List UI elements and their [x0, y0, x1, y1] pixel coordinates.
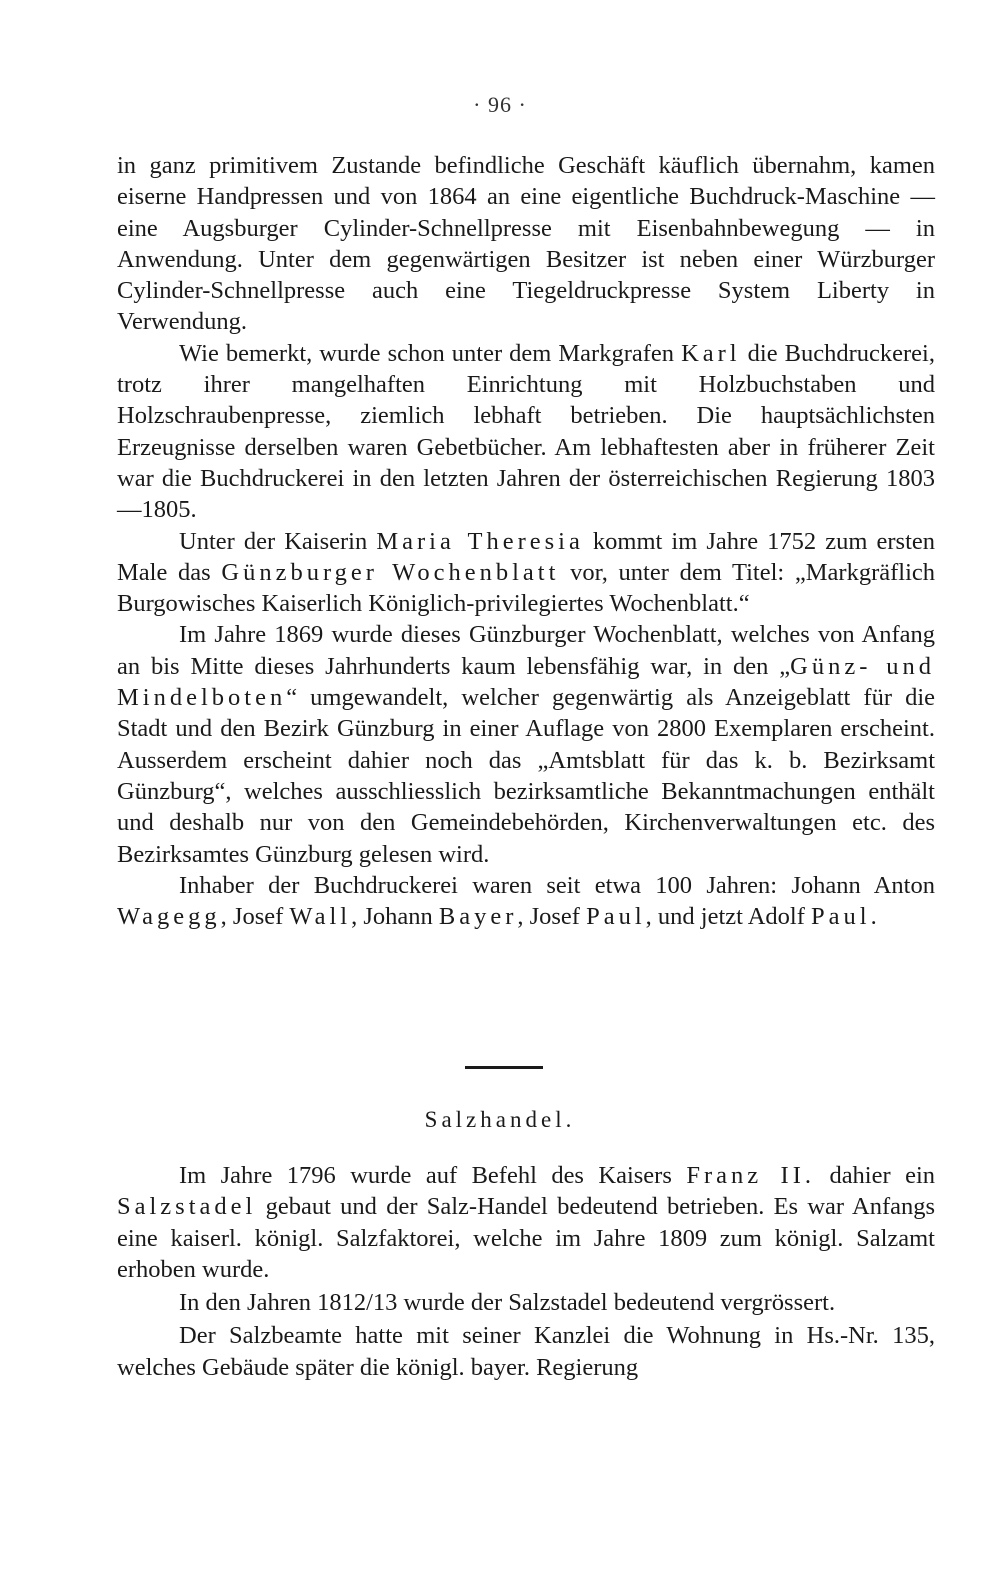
paragraph: in ganz primitivem Zustande befindliche Geschäft käuflich übernahm, kamen eiserne Handpressen und von 1864 an eine eigentliche Buchdruck-Maschine — eine Augsburger Cylinder-Schnellpresse mit Eisenbahnbewegung — in Anwendung. Unter dem gegenwärtigen Besitzer ist neben einer Würzburger Cylinder-Schnellpresse auch eine Tiegeldruckpresse System Liberty in Verwendung.	[117, 152, 935, 336]
paragraph: Im Jahre 1796 wurde auf Befehl des Kaisers Franz II. dahier ein Salzstadel gebaut und der Salz-Handel bedeutend betrieben. Es war Anfangs eine kaiserl. königl. Salzfaktorei, welche im Jahre 1809 zum königl. Salzamt erhoben wurde.	[117, 1162, 936, 1283]
paragraph: Im Jahre 1869 wurde dieses Günzburger Wochenblatt, welches von Anfang an bis Mitte dieses Jahrhunderts kaum lebensfähig war, in den „Günz- und Mindelboten“ umgewandelt, welcher gegenwärtig als Anzeigeblatt für die Stadt und den Bezirk Günzburg in einer Auflage von 2800 Exemplaren erscheint. Ausserdem erscheint dahier noch das „Amtsblatt für das k. b. Bezirksamt Günzburg“, welches ausschliesslich bezirksamtliche Bekanntmachungen enthält und deshalb nur von den Gemeindebehörden, Kirchenverwaltungen etc. des Bezirksamtes Günzburg gelesen wird.	[117, 621, 935, 868]
spaced-name: Wall	[289, 903, 352, 931]
page-number: · 96 ·	[473, 92, 527, 117]
section-divider	[465, 1066, 543, 1069]
section-heading: Salzhandel.	[424, 1107, 576, 1132]
paragraph: Unter der Kaiserin Maria Theresia kommt im Jahre 1752 zum ersten Male das Günzburger Wochenblatt vor, unter dem Titel: „Markgräflich Burgowisches Kaiserlich Königlich-privilegiertes Wochenblatt.“	[117, 527, 936, 618]
spaced-name: Franz II.	[686, 1162, 815, 1189]
spaced-name: Karl	[681, 339, 741, 367]
spaced-title: Günzburger Wochenblatt	[221, 558, 560, 586]
spaced-title: Günz- und Mindelboten	[117, 652, 935, 712]
main-text	[117, 150, 935, 932]
paragraph: Inhaber der Buchdruckerei waren seit etwa 100 Jahren: Johann Anton Wagegg, Josef Wall, Johann Bayer, Josef Paul, und jetzt Adolf Paul.	[117, 871, 935, 931]
spaced-name: Paul	[586, 903, 646, 931]
spaced-name: Paul	[811, 903, 871, 931]
paragraph: Der Salzbeamte hatte mit seiner Kanzlei die Wohnung in Hs.-Nr. 135, welches Gebäude später die königl. bayer. Regierung	[117, 1322, 935, 1381]
spaced-name: Bayer	[438, 903, 518, 931]
spaced-name: Wagegg	[117, 903, 221, 931]
spaced-name: Maria Theresia	[376, 527, 584, 555]
paragraph: Wie bemerkt, wurde schon unter dem Markgrafen Karl die Buchdruckerei, trotz ihrer mangelhaften Einrichtung mit Holzbuchstaben und Holzschraubenpresse, ziemlich lebhaft betrieben. Die hauptsächlichsten Erzeugnisse derselben waren Gebetbücher. Am lebhaftesten aber in früherer Zeit war die Buchdruckerei in den letzten Jahren der österreichischen Regierung 1803—1805.	[117, 339, 935, 524]
paragraph: In den Jahren 1812/13 wurde der Salzstadel bedeutend vergrössert.	[179, 1289, 836, 1317]
salt-section-text	[117, 1160, 935, 1385]
spaced-term: Salzstadel	[117, 1193, 257, 1221]
